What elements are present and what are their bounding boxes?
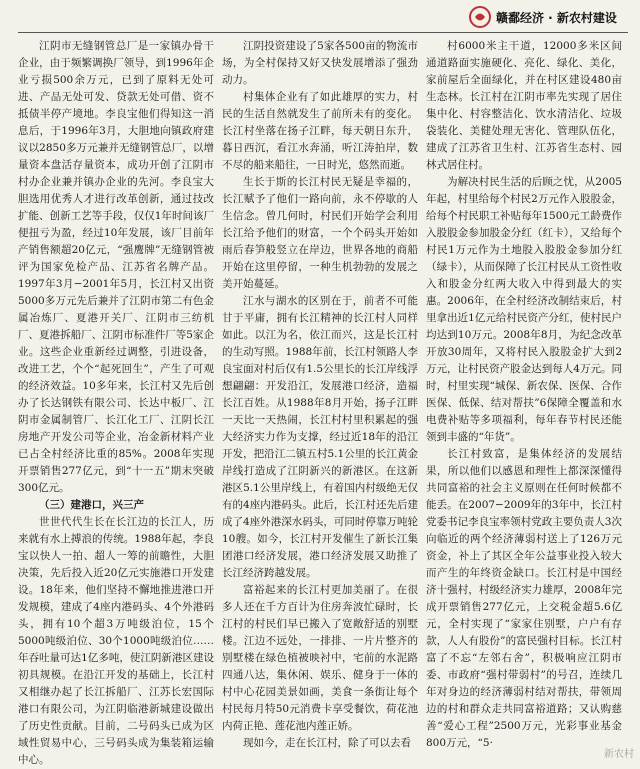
article-column-2 bbox=[222, 38, 418, 758]
article-column-3 bbox=[426, 38, 622, 758]
paragraph: 村集体企业有了如此雄厚的实力，村民的生活自然就发生了前所未有的变化。长江村坐落在扬子江畔，每天朝日东升，暮日西沉，看江水奔涌，听江涛拍岸，数不尽的船来船往，一日时光，悠然而逝。 bbox=[222, 91, 418, 171]
paragraph: 江水与湖水的区别在于，前者不可能甘于平庸，拥有长江精神的长江村人同样如此。以江为名，依江而兴，这是长江村的生动写照。1988年前，长江村领路人李良宝面对村后仅有1.5公里长的长江岸线浮想翩翩：开发沿江，发展港口经济，造福长江百姓。从1988年8月开始，扬子江畔一天比一天热闹，长江村村里积累起的强大经济实力作为支撑，经过近18年的沿江开发，把沿江二镇五村5.1公里的长江黄金岸线打造成了江阴新兴的新港区。在这新港区5.1公里岸线上，有着国内村级绝无仅有的4座内港码头。此后，长江村还先后建成了4座外港深水码头，可同时停靠万吨轮10艘。如今，长江村开发催生了新长江集团港口经济发展，港口经济发展又助推了长江经济跨越发展。 bbox=[222, 295, 418, 579]
paragraph: 江阴投资建设了5家各500亩的物流市场，为全村保持又好又快发展增添了强劲动力。 bbox=[222, 40, 418, 86]
section-subheading: （三）建港口，兴三产 bbox=[39, 499, 144, 511]
paragraph: 现如今，走在长江村，除了可以去看 bbox=[243, 737, 411, 749]
paragraph: 生长于斯的长江村民无疑是幸福的，长江赋予了他们一路向前，永不停歇的人生信念。曾几何时，村民们开始学会利用长江给予他们的财富，一个个码头开始如雨后春笋般竖立在岸边，世界各地的商船开始在这里停留，一种生机勃勃的发展之美开始蔓延。 bbox=[222, 176, 418, 290]
page-header bbox=[0, 0, 640, 34]
paragraph: 长江村致富，是集体经济的发展结果，所以他们以感恩和理性上都深深懂得共同富裕的社会主义原则在任何时候都不能丢。在2007−2009年的3年中，长江村党委书记李良宝率领村党政主要负责人3次向临近的两个经济薄弱村送上了126万元资金，补上了其区全年公益事业投入较大而产生的年终资金缺口。长江村是中国经济十强村，村级经济实力雄厚，2008年完成开票销售277亿元，上交税金超5.6亿元，全村实现了“家家住别墅，户户有存款，人人有股份”的富民强村目标。长江村富了不忘“左邻右舍”，积极响应江阴市委、市政府“强村带弱村”的号召，连续几年对身边的经济薄弱村结对帮扶，带领周边的村和群众走共同富裕道路；又认购慈善“爱心工程”2500万元，光彩事业基金800万元，“5· bbox=[426, 448, 622, 749]
header-divider bbox=[18, 32, 628, 33]
paragraph: 世世代代生长在长江边的长江人，历来就有水上搏浪的传统。1988年起，李良宝以快人一拍、超人一筹的前瞻性，大胆决策，先后投入近20亿元实施港口开发建设。18年来，他们坚持不懈地推进港口开发规模，建成了4座内港码头、4个外港码头，拥有10个超3万吨级泊位，15个5000吨级泊位、30个1000吨级泊位……年吞吐量可达1亿多吨，使江阴新港区建设初具规模。在沿江开发的基础上，长江村又相继办起了长江拆船厂、江苏长宏国际港口有限公司，为江阴临港新城建设做出了历史性贡献。目前，二号码头已成为区域性贸易中心，三号码头成为集装箱运输中心。 bbox=[18, 516, 214, 766]
paragraph: 富裕起来的长江村更加美丽了。在很多人还在千方百计为住房奔波忙碌时，长江村的村民们早已搬入了宽敞舒适的别墅楼。江边不远处，一排排、一片片整齐的别墅楼在绿色植被映衬中，宅前的水泥路四通八达，集休闲、娱乐、健身于一体的村中心花园美景如画，美食一条街让每个村民每月特50元消费卡享受餐饮，荷花池内荷正艳、莲花池内莲正娇。 bbox=[222, 584, 418, 732]
watermark: 新农村 bbox=[604, 749, 634, 760]
header-title: 赣鄱经济 · 新农村建设 bbox=[496, 11, 617, 25]
paragraph: 村6000米主干道，12000多米区间通道路面实施硬化、亮化、绿化、美化，家前屋后全面绿化，并在村区建设480亩生态林。长江村在江阴市率先实现了居住集中化、村容整洁化、饮水清洁化、垃圾袋装化、美健处理无害化、管理队伍化，建成了江苏省卫生村、江苏省生态村、园林式居住村。 bbox=[426, 40, 622, 171]
paragraph: 为解决村民生活的后顾之忧，从2005年起，村里给每个村民2万元作入股股金，给每个村民职工补贴每年1500元工龄费作入股股金参加股金分红（红卡），又给每个村民1万元作为土地股入股股金参加分红（绿卡），从而保障了长江村民从工资性收入和股金分红两大收入中得到最大的实惠。2006年，在全村经济改制结束后，村里拿出近1亿元给村民资产分红，使村民户均达到10万元。2008年8月，为纪念改革开放30周年，又将村民入股股金扩大到2万元，让村民资产股金达到每人4万元。同时，村里实现“城保、新农保、医保、合作医保、低保、结对帮扶”6保障全覆盖和水电费补贴等多项福利，每年春节村民还能领到丰盛的“年货”。 bbox=[426, 176, 622, 443]
magazine-logo-icon bbox=[468, 5, 492, 29]
paragraph: 江阴市无缝钢管总厂是一家镇办骨干企业，由于频繁调换厂领导，到1996年企业亏损500余万元，已到了原料无处可进、产品无处可发、贷款无处可借、资不抵债半停产境地。李良宝他们得知这一消息后，于1996年3月，大胆地向镇政府建议以2850多万元兼并无缝钢管总厂，以增量资本盘活存量资本，成功开创了江阴市村办企业兼并镇办企业的先河。李良宝大胆选用优秀人才进行改革创新，通过技改扩能、创新工艺等手段，仅仅1年时间该厂便扭亏为盈，经过10年发展，该厂目前年产销售额超20亿元，“强鹰牌”无缝钢管被评为国家免检产品、江苏省名牌产品。1997年3月−2001年5月，长江村又出资5000多万元先后兼并了江阴市第二有色金属冶炼厂、夏港开关厂、江阴市三纺机厂、夏港拆船厂、江阴市标准件厂等5家企业。这些企业重新经过调整，引进设备，改进工艺，个个“起死回生”，产生了可观的经济效益。10多年来，长江村又先后创办了长达钢铁有限公司、长达中板厂、江阴市金属制管厂、长江化工厂、江阴长江房地产开发公司等企业，冶金新材料产业已占全村经济比重的85%。2008年实现开票销售277亿元，到“十一五”期末突破300亿元。 bbox=[18, 40, 214, 494]
article-column-1 bbox=[18, 38, 214, 766]
